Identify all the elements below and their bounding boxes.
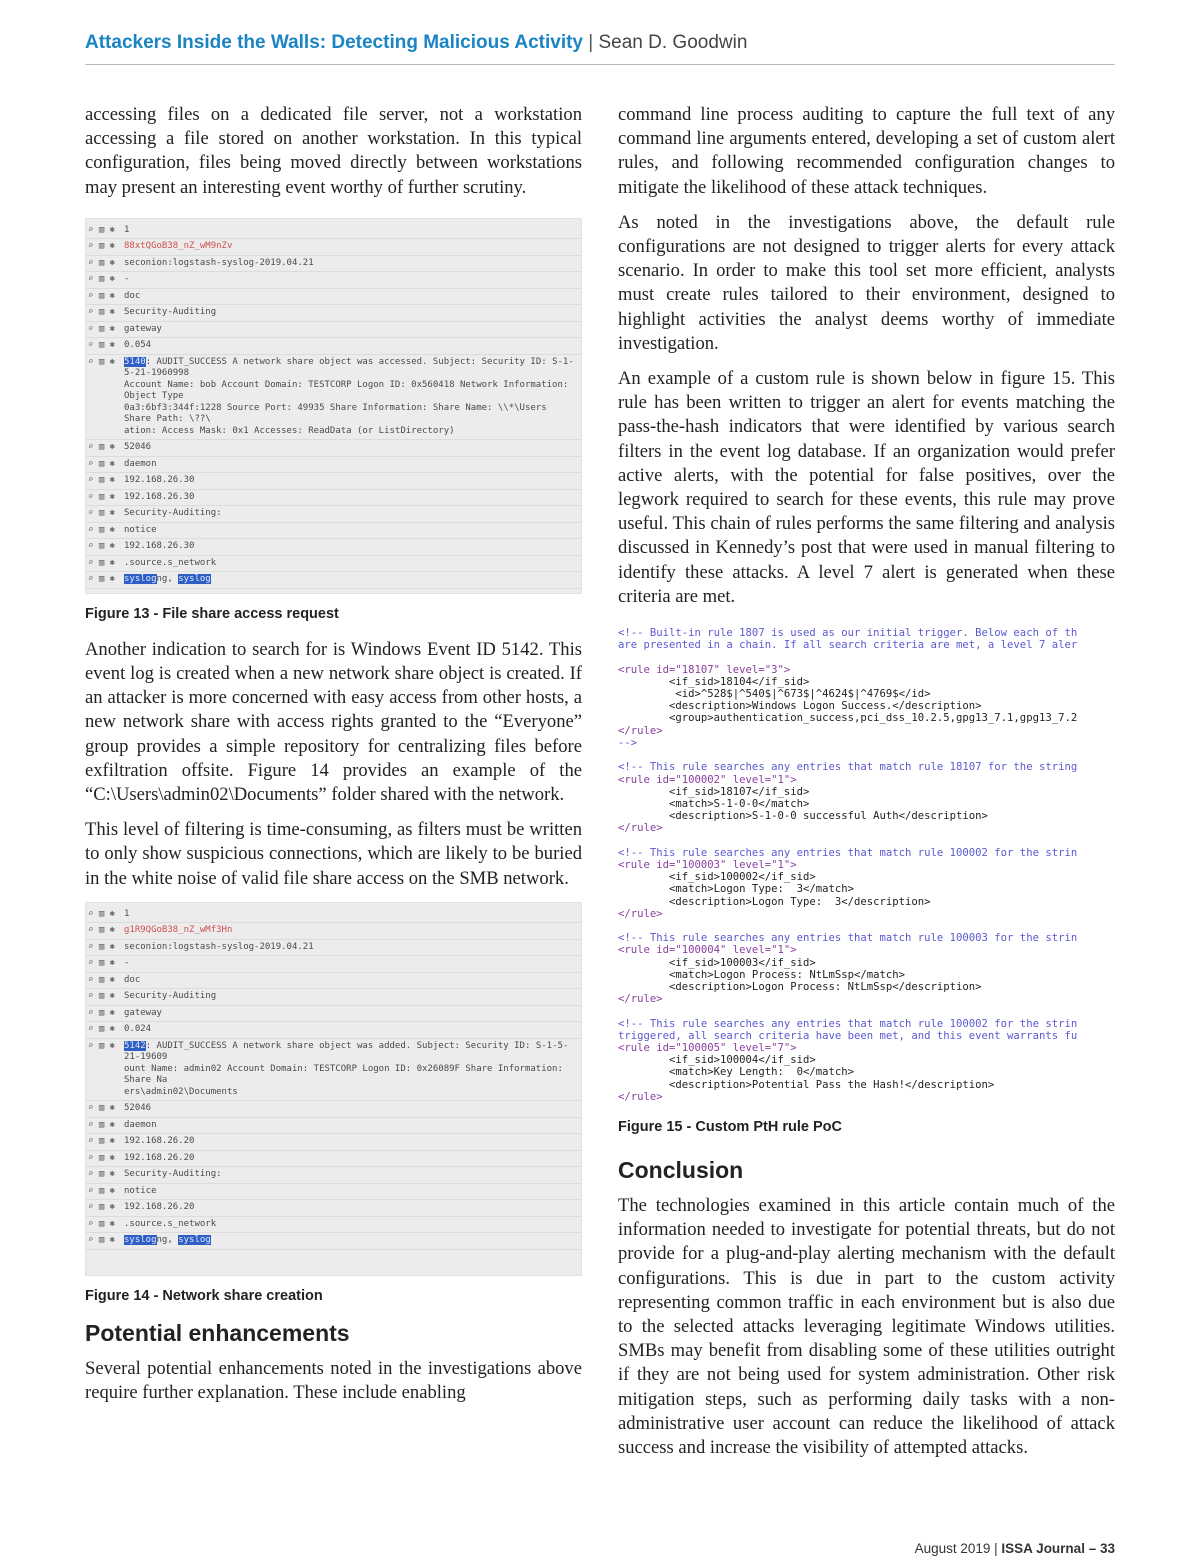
- magnifier-icon: ⌕: [88, 1040, 94, 1051]
- magnifier-icon: ⌕: [88, 1218, 94, 1229]
- left-paragraph-2: Another indication to search for is Windows Event ID 5142. This event log is created when a new network share object is created. If an attacker is more concerned with easy access from other hosts, a new network share with access rights granted to the “Everyone” group provides a simple repository for centralizing files before exfiltration offsite. Figure 14 provides an example of the “C:\Users\admin02\Documents” folder shared with the network.: [85, 638, 582, 806]
- star-icon: ✱: [104, 1202, 116, 1213]
- log-field-row: [86, 305, 581, 322]
- row-icons: [86, 492, 124, 502]
- star-icon: ✱: [104, 1119, 116, 1130]
- right-paragraph-4: The technologies examined in this article contain much of the information needed to investigate for potential threats, but do not provide for a plug-and-play alerting mechanism with the default configurations. This is due in part to the custom activity representing common traffic in each environment but is also due to the selected attacks leveraging legitimate Windows utilities. SMBs may benefit from disabling some of these utilities outright if they are not being used for system administration. Other risk mitigation steps, such as performing daily tasks with a non-administrative user account can reduce the likelihood of attack success and increase the visibility of attempted attacks.: [618, 1195, 1115, 1459]
- log-event-message: [124, 357, 581, 438]
- code-line: <description>Windows Logon Success.</description>: [618, 700, 982, 713]
- magnifier-icon: ⌕: [88, 925, 94, 936]
- table-icon: ▥: [93, 340, 105, 351]
- log-field-row: [86, 940, 581, 957]
- magnifier-icon: ⌕: [88, 1152, 94, 1163]
- code-line: <if_sid>100004</if_sid>: [618, 1054, 816, 1067]
- log-event-message: [124, 1041, 581, 1099]
- search-highlight: syslog: [178, 1235, 211, 1246]
- log-field-row: [86, 1022, 581, 1039]
- magnifier-icon: ⌕: [88, 1185, 94, 1196]
- star-icon: ✱: [104, 574, 116, 585]
- row-icons: [86, 508, 124, 518]
- code-line: <description>S-1-0-0 successful Auth</description>: [618, 810, 988, 823]
- row-icons: [86, 909, 124, 919]
- row-icons: [86, 1219, 124, 1229]
- magnifier-icon: ⌕: [88, 475, 94, 486]
- table-icon: ▥: [93, 925, 105, 936]
- code-line: <rule id="100004" level="1">: [618, 944, 797, 957]
- row-icons: [86, 324, 124, 334]
- log-field-row: [86, 440, 581, 457]
- log-field-value: gateway: [124, 1007, 162, 1018]
- figure-15-code-listing: [618, 627, 1115, 1105]
- footer-date: August 2019: [914, 1541, 991, 1556]
- magnifier-icon: ⌕: [88, 524, 94, 535]
- log-text: ng,: [156, 1235, 179, 1246]
- table-icon: ▥: [93, 1007, 105, 1018]
- table-icon: ▥: [93, 1024, 105, 1035]
- magnifier-icon: ⌕: [88, 974, 94, 985]
- log-field-row: [86, 322, 581, 339]
- table-icon: ▥: [93, 323, 105, 334]
- log-field-value: daemon: [124, 1119, 157, 1130]
- row-icons: [86, 991, 124, 1001]
- log-field-value: 88xtQGoB38_nZ_wM9nZv: [124, 241, 233, 252]
- log-field-value: notice: [124, 1185, 157, 1196]
- star-icon: ✱: [104, 323, 116, 334]
- log-field-row: [86, 1233, 581, 1250]
- code-line: <if_sid>18107</if_sid>: [618, 785, 810, 798]
- log-field-row: [86, 523, 581, 540]
- log-field-value: 192.168.26.30: [124, 541, 195, 552]
- magnifier-icon: ⌕: [88, 1007, 94, 1018]
- star-icon: ✱: [104, 524, 116, 535]
- magnifier-icon: ⌕: [88, 307, 94, 318]
- row-icons: [86, 942, 124, 952]
- magnifier-icon: ⌕: [88, 541, 94, 552]
- log-field-value: Security-Auditing:: [124, 1169, 222, 1180]
- magnifier-icon: ⌕: [88, 491, 94, 502]
- code-line: <if_sid>18104</if_sid>: [618, 675, 810, 688]
- table-icon: ▥: [93, 1169, 105, 1180]
- log-field-row: [86, 457, 581, 474]
- table-icon: ▥: [93, 557, 105, 568]
- log-field-row: [86, 923, 581, 940]
- star-icon: ✱: [104, 508, 116, 519]
- code-line: <rule id="100003" level="1">: [618, 858, 797, 871]
- magnifier-icon: ⌕: [88, 224, 94, 235]
- code-line: <id>^528$|^540$|^673$|^4624$|^4769$</id>: [618, 688, 931, 701]
- code-line: <description>Logon Process: NtLmSsp</description>: [618, 980, 982, 993]
- table-icon: ▥: [93, 941, 105, 952]
- code-line: <match>Logon Type: 3</match>: [618, 883, 854, 896]
- log-field-value: 52046: [124, 442, 152, 453]
- log-field-value: 0.054: [124, 340, 152, 351]
- header-author: Sean D. Goodwin: [598, 32, 748, 53]
- search-highlight: syslog: [124, 574, 157, 585]
- right-paragraph-2: As noted in the investigations above, the default rule configurations are not designed to trigger alerts for every attack scenario. In order to make this tool set more efficient, analysts must create rules tailored to their environment, designed to highlight activities the analyst deems worthy of immediate investigation.: [618, 211, 1115, 354]
- log-field-row: [86, 1118, 581, 1135]
- row-icons: [86, 307, 124, 317]
- star-icon: ✱: [104, 958, 116, 969]
- table-icon: ▥: [93, 574, 105, 585]
- log-field-row: [86, 1006, 581, 1023]
- row-icons: [86, 1136, 124, 1146]
- star-icon: ✱: [104, 257, 116, 268]
- row-icons: [86, 1120, 124, 1130]
- code-line: are presented in a chain. If all search criteria are met, a level 7 aler: [618, 639, 1078, 652]
- log-field-value: doc: [124, 974, 141, 985]
- log-field-row: [86, 956, 581, 973]
- code-line: <rule id="100005" level="7">: [618, 1041, 797, 1054]
- left-paragraph-3: This level of filtering is time-consuming, as filters must be written to only show suspicious connections, which are likely to be buried in the white noise of valid file share access on the SMB network.: [85, 819, 582, 889]
- row-icons: [86, 1169, 124, 1179]
- log-field-value: .source.s_network: [124, 557, 217, 568]
- star-icon: ✱: [104, 557, 116, 568]
- code-line: <!-- This rule searches any entries that match rule 18107 for the string: [618, 761, 1078, 774]
- table-icon: ▥: [93, 991, 105, 1002]
- star-icon: ✱: [104, 290, 116, 301]
- star-icon: ✱: [104, 356, 116, 367]
- row-icons: [86, 1235, 124, 1245]
- code-line: </rule>: [618, 907, 663, 920]
- code-line: -->: [618, 736, 638, 749]
- row-icons: [86, 225, 124, 235]
- log-field-row: [86, 539, 581, 556]
- table-icon: ▥: [93, 1218, 105, 1229]
- code-line: </rule>: [618, 993, 663, 1006]
- log-field-row: [86, 473, 581, 490]
- magnifier-icon: ⌕: [88, 323, 94, 334]
- table-icon: ▥: [93, 1235, 105, 1246]
- magnifier-icon: ⌕: [88, 1235, 94, 1246]
- log-field-row: [86, 256, 581, 273]
- log-field-value: 192.168.26.20: [124, 1136, 195, 1147]
- table-icon: ▥: [93, 958, 105, 969]
- magnifier-icon: ⌕: [88, 557, 94, 568]
- table-icon: ▥: [93, 290, 105, 301]
- log-field-value: [124, 574, 213, 586]
- log-field-row: [86, 907, 581, 924]
- code-line: <!-- This rule searches any entries that match rule 100003 for the strin: [618, 932, 1078, 945]
- star-icon: ✱: [104, 541, 116, 552]
- figure-15-caption: Figure 15 - Custom PtH rule PoC: [618, 1119, 842, 1136]
- star-icon: ✱: [104, 274, 116, 285]
- magnifier-icon: ⌕: [88, 1202, 94, 1213]
- code-line: </rule>: [618, 1090, 663, 1103]
- star-icon: ✱: [104, 1235, 116, 1246]
- header-rule: [85, 64, 1115, 65]
- log-field-row: [86, 355, 581, 441]
- table-icon: ▥: [93, 356, 105, 367]
- log-field-value: Security-Auditing: [124, 991, 217, 1002]
- log-field-value: gateway: [124, 323, 162, 334]
- log-field-row: [86, 1200, 581, 1217]
- event-text: : AUDIT_SUCCESS A network share object was added. Subject: Security ID: S-1-5-21-19609 ount Name: admin02 Account Domain: TESTCORP Logon ID: 0x26089F Share Information: Share Na ers\admin02\Documents: [124, 1040, 569, 1097]
- star-icon: ✱: [104, 442, 116, 453]
- star-icon: ✱: [104, 491, 116, 502]
- code-line: <if_sid>100003</if_sid>: [618, 956, 816, 969]
- header-title: Attackers Inside the Walls: Detecting Malicious Activity: [85, 32, 583, 53]
- row-icons: [86, 442, 124, 452]
- log-field-row: [86, 223, 581, 240]
- code-line: [618, 835, 1115, 847]
- table-icon: ▥: [93, 524, 105, 535]
- table-icon: ▥: [93, 458, 105, 469]
- magnifier-icon: ⌕: [88, 274, 94, 285]
- star-icon: ✱: [104, 991, 116, 1002]
- code-line: [618, 920, 1115, 932]
- log-field-row: [86, 1101, 581, 1118]
- row-icons: [86, 1024, 124, 1034]
- log-field-value: seconion:logstash-syslog-2019.04.21: [124, 257, 314, 268]
- search-highlight: syslog: [124, 1235, 157, 1246]
- log-field-value: -: [124, 274, 130, 285]
- table-icon: ▥: [93, 1119, 105, 1130]
- table-icon: ▥: [93, 241, 105, 252]
- log-field-row: [86, 338, 581, 355]
- magnifier-icon: ⌕: [88, 1119, 94, 1130]
- log-field-row: [86, 572, 581, 589]
- row-icons: [86, 541, 124, 551]
- magnifier-icon: ⌕: [88, 958, 94, 969]
- log-field-row: [86, 506, 581, 523]
- right-column: [618, 103, 1115, 1471]
- log-field-row: [86, 1167, 581, 1184]
- star-icon: ✱: [104, 1040, 116, 1051]
- code-line: <match>Logon Process: NtLmSsp</match>: [618, 968, 906, 981]
- magnifier-icon: ⌕: [88, 241, 94, 252]
- star-icon: ✱: [104, 925, 116, 936]
- search-highlight: syslog: [178, 574, 211, 585]
- left-paragraph-1: accessing files on a dedicated file server, not a workstation accessing a file stored on another workstation. In this typical configuration, files being moved directly between workstations may present an interesting event worthy of further scrutiny.: [85, 104, 582, 198]
- magnifier-icon: ⌕: [88, 941, 94, 952]
- row-icons: [86, 1202, 124, 1212]
- left-paragraph-4: Several potential enhancements noted in the investigations above require further explanation. These include enabling: [85, 1357, 582, 1404]
- code-line: </rule>: [618, 822, 663, 835]
- table-icon: ▥: [93, 1202, 105, 1213]
- footer-separator: |: [994, 1541, 998, 1556]
- log-field-row: [86, 239, 581, 256]
- row-icons: [86, 1153, 124, 1163]
- code-line: <rule id="18107" level="3">: [618, 663, 791, 676]
- log-field-value: [124, 1235, 213, 1247]
- header-separator: |: [588, 32, 594, 53]
- log-field-row: [86, 1217, 581, 1234]
- row-icons: [86, 459, 124, 469]
- log-field-row: [86, 1151, 581, 1168]
- star-icon: ✱: [104, 1103, 116, 1114]
- magnifier-icon: ⌕: [88, 442, 94, 453]
- code-line: [618, 1005, 1115, 1017]
- row-icons: [86, 558, 124, 568]
- running-header: [85, 32, 1115, 54]
- magnifier-icon: ⌕: [88, 574, 94, 585]
- code-line: <!-- This rule searches any entries that match rule 100002 for the strin: [618, 1017, 1078, 1030]
- code-line: <match>S-1-0-0</match>: [618, 797, 810, 810]
- star-icon: ✱: [104, 1024, 116, 1035]
- table-icon: ▥: [93, 442, 105, 453]
- code-line: triggered, all search criteria have been met, and this event warrants fu: [618, 1029, 1078, 1042]
- magnifier-icon: ⌕: [88, 1103, 94, 1114]
- log-field-value: Security-Auditing: [124, 307, 217, 318]
- event-text: : AUDIT_SUCCESS A network share object was accessed. Subject: Security ID: S-1-5-21-1960998 Account Name: bob Account Domain: TESTCORP Logon ID: 0x560418 Network Information: Object Type 0a3:6bf3:344f:1228 Source Port: 49935 Share Information: Share Name: \\*\Users Share Path: \??\ ation: Access Mask: 0x1 Accesses: ReadData (or ListDirectory): [124, 356, 574, 436]
- star-icon: ✱: [104, 307, 116, 318]
- star-icon: ✱: [104, 974, 116, 985]
- table-icon: ▥: [93, 974, 105, 985]
- log-field-value: doc: [124, 290, 141, 301]
- row-icons: [86, 1103, 124, 1113]
- row-icons: [86, 574, 124, 584]
- log-field-value: seconion:logstash-syslog-2019.04.21: [124, 941, 314, 952]
- figure-14-caption: Figure 14 - Network share creation: [85, 1287, 323, 1304]
- log-text: ng,: [156, 574, 179, 585]
- star-icon: ✱: [104, 1169, 116, 1180]
- row-icons: [86, 1186, 124, 1196]
- log-field-value: 192.168.26.20: [124, 1152, 195, 1163]
- magnifier-icon: ⌕: [88, 257, 94, 268]
- table-icon: ▥: [93, 475, 105, 486]
- log-field-row: [86, 289, 581, 306]
- magnifier-icon: ⌕: [88, 991, 94, 1002]
- magnifier-icon: ⌕: [88, 1169, 94, 1180]
- magnifier-icon: ⌕: [88, 290, 94, 301]
- log-field-value: 1: [124, 908, 130, 919]
- magnifier-icon: ⌕: [88, 340, 94, 351]
- star-icon: ✱: [104, 340, 116, 351]
- star-icon: ✱: [104, 224, 116, 235]
- log-field-row: [86, 1039, 581, 1102]
- row-icons: [86, 1008, 124, 1018]
- table-icon: ▥: [93, 1152, 105, 1163]
- magnifier-icon: ⌕: [88, 1024, 94, 1035]
- star-icon: ✱: [104, 1136, 116, 1147]
- row-icons: [86, 475, 124, 485]
- log-field-row: [86, 490, 581, 507]
- table-icon: ▥: [93, 257, 105, 268]
- log-field-row: [86, 989, 581, 1006]
- table-icon: ▥: [93, 1185, 105, 1196]
- log-field-value: 1: [124, 224, 130, 235]
- log-field-value: daemon: [124, 458, 157, 469]
- code-line: <description>Potential Pass the Hash!</description>: [618, 1078, 995, 1091]
- table-icon: ▥: [93, 1103, 105, 1114]
- code-line: <rule id="100002" level="1">: [618, 773, 797, 786]
- right-paragraph-3: An example of a custom rule is shown below in figure 15. This rule has been written to trigger an alert for events matching the pass-the-hash indicators that were identified by various search filters in the event log database. If an organization would prefer active alerts, with the potential for false positives, over the legwork required to search for these events, this rule may prove useful. This chain of rules performs the same filtering and analysis discussed in Kennedy’s post that were used in manual filtering to identify these attacks. A level 7 alert is generated when these criteria are met.: [618, 368, 1115, 607]
- star-icon: ✱: [104, 475, 116, 486]
- code-line: [618, 651, 1115, 663]
- table-icon: ▥: [93, 1136, 105, 1147]
- star-icon: ✱: [104, 241, 116, 252]
- log-field-row: [86, 272, 581, 289]
- figure-13-caption: Figure 13 - File share access request: [85, 605, 339, 622]
- log-field-value: 192.168.26.20: [124, 1202, 195, 1213]
- star-icon: ✱: [104, 458, 116, 469]
- magnifier-icon: ⌕: [88, 508, 94, 519]
- code-line: <!-- Built-in rule 1807 is used as our initial trigger. Below each of th: [618, 627, 1078, 640]
- code-line: <group>authentication_success,pci_dss_10.2.5,gpg13_7.1,gpg13_7.2: [618, 712, 1078, 725]
- magnifier-icon: ⌕: [88, 908, 94, 919]
- star-icon: ✱: [104, 1007, 116, 1018]
- log-field-row: [86, 1184, 581, 1201]
- star-icon: ✱: [104, 1185, 116, 1196]
- row-icons: [86, 340, 124, 350]
- event-id-highlight: 5140: [124, 356, 146, 367]
- log-field-value: 0.024: [124, 1024, 152, 1035]
- row-icons: [86, 525, 124, 535]
- page-footer: [915, 1541, 1115, 1556]
- table-icon: ▥: [93, 307, 105, 318]
- code-line: <match>Key Length: 0</match>: [618, 1066, 854, 1079]
- magnifier-icon: ⌕: [88, 458, 94, 469]
- star-icon: ✱: [104, 908, 116, 919]
- code-line: <!-- This rule searches any entries that match rule 100002 for the strin: [618, 846, 1078, 859]
- section-heading-potential-enhancements: Potential enhancements: [85, 1319, 350, 1346]
- log-field-value: 192.168.26.30: [124, 491, 195, 502]
- code-line: [618, 749, 1115, 761]
- table-icon: ▥: [93, 908, 105, 919]
- row-icons: [86, 241, 124, 251]
- star-icon: ✱: [104, 1152, 116, 1163]
- right-paragraph-1: command line process auditing to capture the full text of any command line arguments entered, developing a set of custom alert rules, and following recommended configuration changes to mitigate the likelihood of these attack techniques.: [618, 104, 1115, 198]
- log-field-row: [86, 973, 581, 990]
- log-field-value: g1R9QGoB38_nZ_wMf3Hn: [124, 925, 233, 936]
- row-icons: [86, 958, 124, 968]
- log-field-value: .source.s_network: [124, 1218, 217, 1229]
- footer-journal: ISSA Journal: [1001, 1541, 1085, 1556]
- row-icons: [86, 975, 124, 985]
- table-icon: ▥: [93, 541, 105, 552]
- table-icon: ▥: [93, 1040, 105, 1051]
- log-field-value: 192.168.26.30: [124, 475, 195, 486]
- event-id-highlight: 5142: [124, 1040, 146, 1051]
- row-icons: [86, 1041, 124, 1051]
- table-icon: ▥: [93, 508, 105, 519]
- left-column: [85, 103, 582, 1416]
- table-icon: ▥: [93, 274, 105, 285]
- star-icon: ✱: [104, 1218, 116, 1229]
- log-field-value: notice: [124, 524, 157, 535]
- row-icons: [86, 258, 124, 268]
- row-icons: [86, 925, 124, 935]
- row-icons: [86, 357, 124, 367]
- magnifier-icon: ⌕: [88, 356, 94, 367]
- star-icon: ✱: [104, 941, 116, 952]
- row-icons: [86, 291, 124, 301]
- footer-page-number: – 33: [1088, 1541, 1115, 1556]
- code-line: <if_sid>100002</if_sid>: [618, 871, 816, 884]
- log-field-value: 52046: [124, 1103, 152, 1114]
- figure-13-screenshot: [85, 218, 582, 594]
- code-line: <description>Logon Type: 3</description>: [618, 895, 931, 908]
- table-icon: ▥: [93, 491, 105, 502]
- log-field-row: [86, 556, 581, 573]
- figure-14-screenshot: [85, 902, 582, 1276]
- log-field-value: Security-Auditing:: [124, 508, 222, 519]
- magnifier-icon: ⌕: [88, 1136, 94, 1147]
- row-icons: [86, 274, 124, 284]
- section-heading-conclusion: Conclusion: [618, 1157, 744, 1184]
- log-field-value: -: [124, 958, 130, 969]
- log-field-row: [86, 1134, 581, 1151]
- code-line: </rule>: [618, 724, 663, 737]
- table-icon: ▥: [93, 224, 105, 235]
